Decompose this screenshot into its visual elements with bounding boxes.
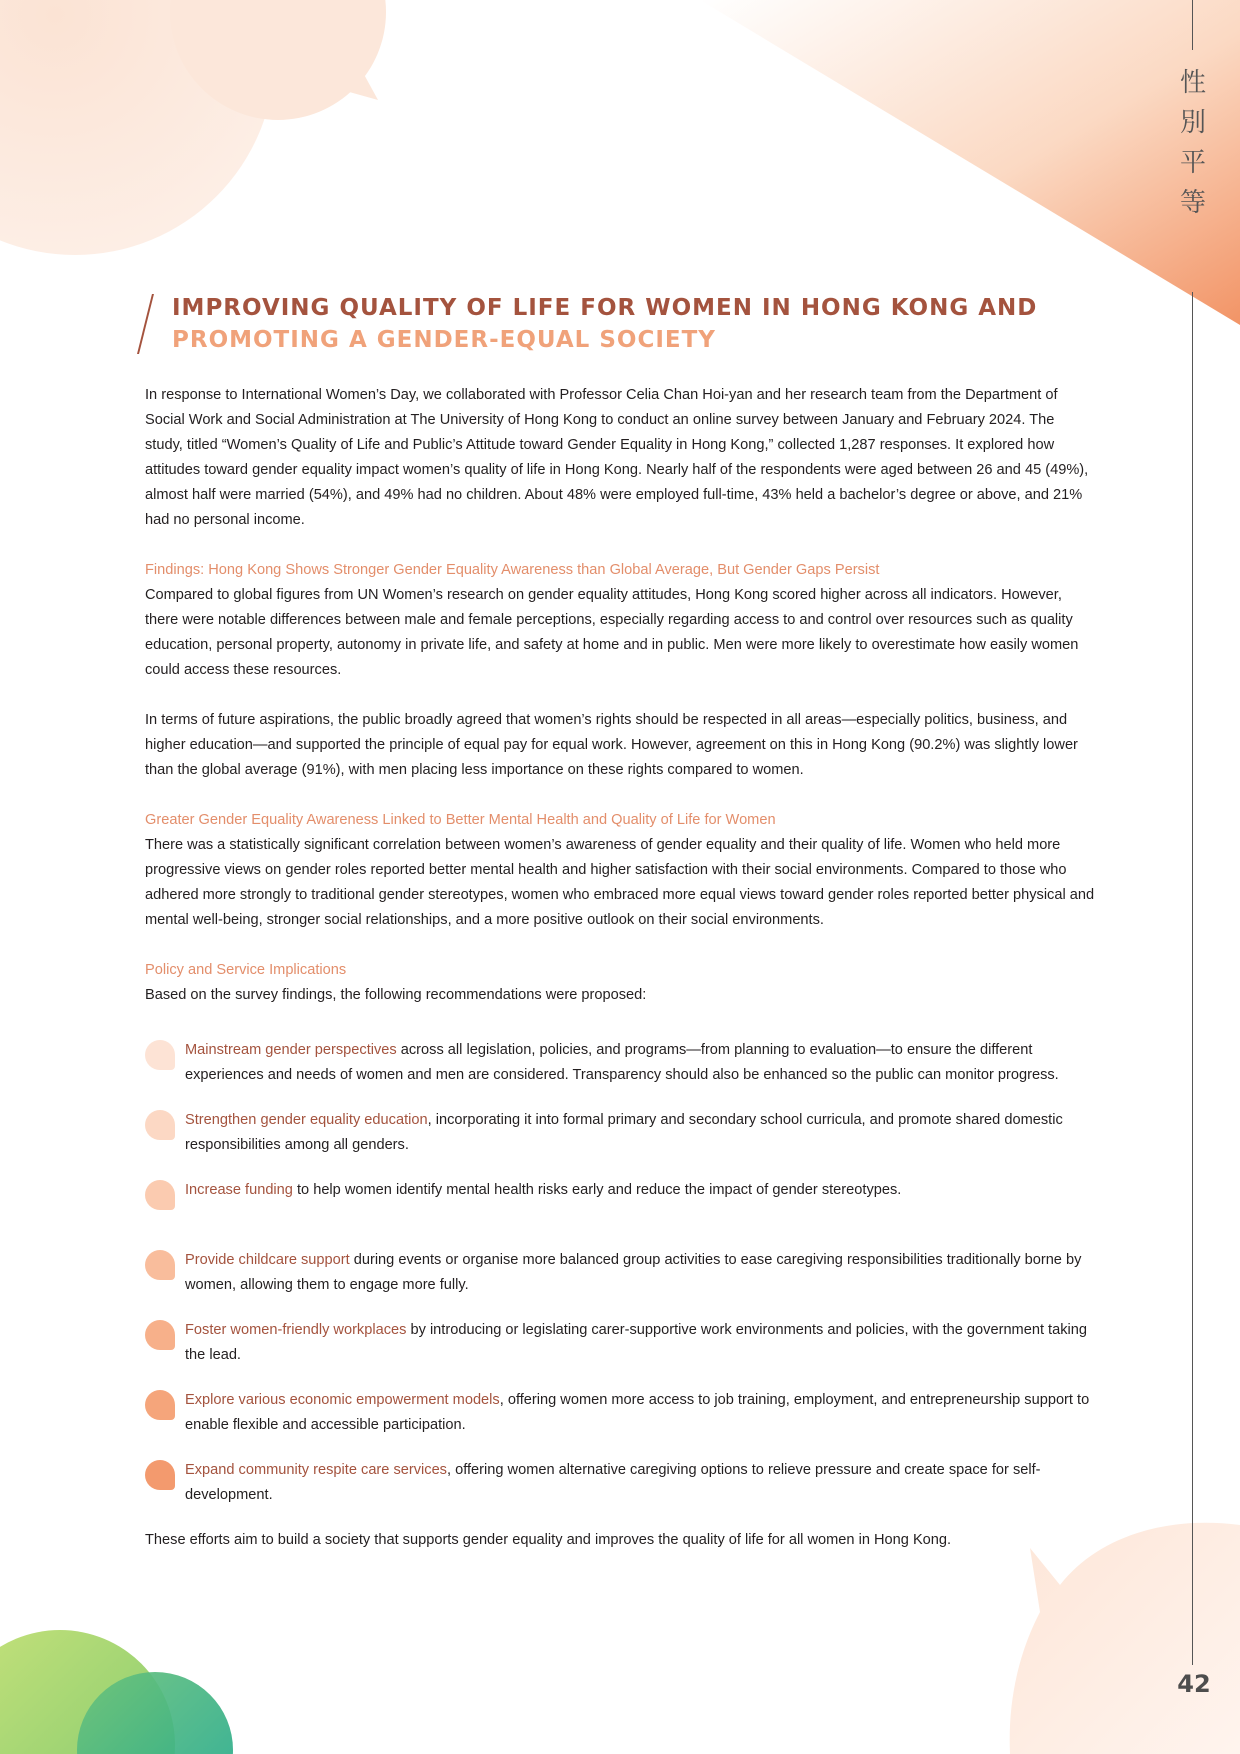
- side-chapter-title: [1172, 68, 1214, 218]
- page-title: [145, 292, 1045, 356]
- recommendation-text: [185, 1388, 1095, 1438]
- recommendation-lead: Strengthen gender equality education: [185, 1112, 428, 1128]
- list-item: [145, 1038, 1095, 1088]
- recommendation-text: [185, 1178, 1095, 1203]
- recommendation-lead: Increase funding: [185, 1182, 293, 1198]
- recommendation-detail: by introducing or legislating carer-supportive work environments and policies, with the government taking the lead.: [185, 1322, 1087, 1363]
- policy-intro: Based on the survey findings, the following recommendations were proposed:: [145, 987, 647, 1003]
- side-rule-bottom: [1192, 292, 1193, 1665]
- list-item: [145, 1178, 1095, 1228]
- speech-bubble-bullet-icon: [145, 1110, 175, 1140]
- recommendation-detail: , incorporating it into formal primary and secondary school curricula, and promote shared domestic responsibilities among all genders.: [185, 1112, 1063, 1153]
- recommendation-detail: during events or organise more balanced group activities to ease caregiving responsibilities traditionally borne by women, allowing them to engage more fully.: [185, 1252, 1082, 1293]
- recommendation-lead: Provide childcare support: [185, 1252, 350, 1268]
- list-item: [145, 1318, 1095, 1368]
- recommendation-text: [185, 1248, 1095, 1298]
- recommendation-lead: Mainstream gender perspectives: [185, 1042, 397, 1058]
- recommendation-lead: Foster women-friendly workplaces: [185, 1322, 407, 1338]
- awareness-paragraph: There was a statistically significant correlation between women’s awareness of gender equality and their quality of life. Women who held more progressive views on gender roles reported better mental health and higher satisfaction with their social environments. Compared to those who adhered more strongly to traditional gender stereotypes, women who embraced more equal views toward gender roles reported better physical and mental well-being, stronger social relationships, and a more positive outlook on their social environments.: [145, 837, 1095, 928]
- recommendation-detail: to help women identify mental health risks early and reduce the impact of gender stereotypes.: [292, 1182, 902, 1198]
- speech-bubble-bullet-icon: [145, 1320, 175, 1350]
- recommendation-detail: across all legislation, policies, and programs—from planning to evaluation—to ensure the different experiences and needs of women and men are considered. Transparency should also be enhanced so the public can monitor progress.: [185, 1042, 1059, 1083]
- side-char-4: 等: [1179, 188, 1206, 218]
- policy-heading: Policy and Service Implications: [145, 962, 347, 978]
- recommendation-text: [185, 1458, 1095, 1508]
- speech-bubble-bullet-icon: [145, 1460, 175, 1490]
- peach-speech-bubble: [1010, 1523, 1240, 1754]
- title-line-2: PROMOTING A GENDER-EQUAL SOCIETY: [172, 327, 716, 353]
- side-char-3: 平: [1179, 148, 1206, 178]
- speech-bubble-bullet-icon: [145, 1040, 175, 1070]
- speech-bubble-bullet-icon: [145, 1180, 175, 1210]
- recommendations-list: [145, 1038, 1095, 1508]
- peach-corner-triangle: [700, 0, 1240, 325]
- speech-bubble-bullet-icon: [145, 1250, 175, 1280]
- list-item: [145, 1248, 1095, 1298]
- closing-paragraph: These efforts aim to build a society that supports gender equality and improves the quality of life for all women in Hong Kong.: [145, 1532, 952, 1548]
- recommendation-text: [185, 1108, 1095, 1158]
- side-char-2: 別: [1179, 108, 1206, 138]
- recommendation-text: [185, 1318, 1095, 1368]
- speech-bubble-bullet-icon: [145, 1390, 175, 1420]
- recommendation-lead: Expand community respite care services: [185, 1462, 447, 1478]
- list-item: [145, 1458, 1095, 1508]
- awareness-heading: Greater Gender Equality Awareness Linked to Better Mental Health and Quality of Life for Women: [145, 812, 776, 828]
- recommendation-detail: , offering women alternative caregiving options to relieve pressure and create space for self-development.: [185, 1462, 1041, 1503]
- findings-paragraph-2: In terms of future aspirations, the public broadly agreed that women’s rights should be respected in all areas—especially politics, business, and higher education—and supported the principle of equal pay for equal work. However, agreement on this in Hong Kong (90.2%) was slightly lower than the global average (91%), with men placing less importance on these rights compared to women.: [145, 712, 1078, 778]
- list-item: [145, 1388, 1095, 1438]
- side-char-1: 性: [1179, 68, 1206, 98]
- recommendation-detail: , offering women more access to job training, employment, and entrepreneurship support to enable flexible and accessible participation.: [185, 1392, 1090, 1433]
- findings-heading: Findings: Hong Kong Shows Stronger Gender Equality Awareness than Global Average, But Gender Gaps Persist: [145, 562, 880, 578]
- page-number: 42: [1177, 1670, 1211, 1698]
- title-line-1: IMPROVING QUALITY OF LIFE FOR WOMEN IN HONG KONG AND: [172, 295, 1038, 321]
- recommendation-text: [185, 1038, 1095, 1088]
- recommendation-lead: Explore various economic empowerment models: [185, 1392, 500, 1408]
- side-rule-top: [1192, 0, 1193, 50]
- intro-paragraph: In response to International Women’s Day, we collaborated with Professor Celia Chan Hoi-yan and her research team from the Department of Social Work and Social Administration at The University of Hong Kong to conduct an online survey between January and February 2024. The study, titled “Women’s Quality of Life and Public’s Attitude toward Gender Equality in Hong Kong,” collected 1,287 responses. It explored how attitudes toward gender equality impact women’s quality of life in Hong Kong. Nearly half of the respondents were aged between 26 and 45 (49%), almost half were married (54%), and 49% had no children. About 48% were employed full-time, 43% held a bachelor’s degree or above, and 21% had no personal income.: [145, 387, 1089, 528]
- findings-paragraph-1: Compared to global figures from UN Women’s research on gender equality attitudes, Hong Kong scored higher across all indicators. However, there were notable differences between male and female perceptions, especially regarding access to and control over resources such as quality education, personal property, autonomy in private life, and safety at home and in public. Men were more likely to overestimate how easily women could access these resources.: [145, 587, 1079, 678]
- list-item: [145, 1108, 1095, 1158]
- article-body: [145, 383, 1095, 1553]
